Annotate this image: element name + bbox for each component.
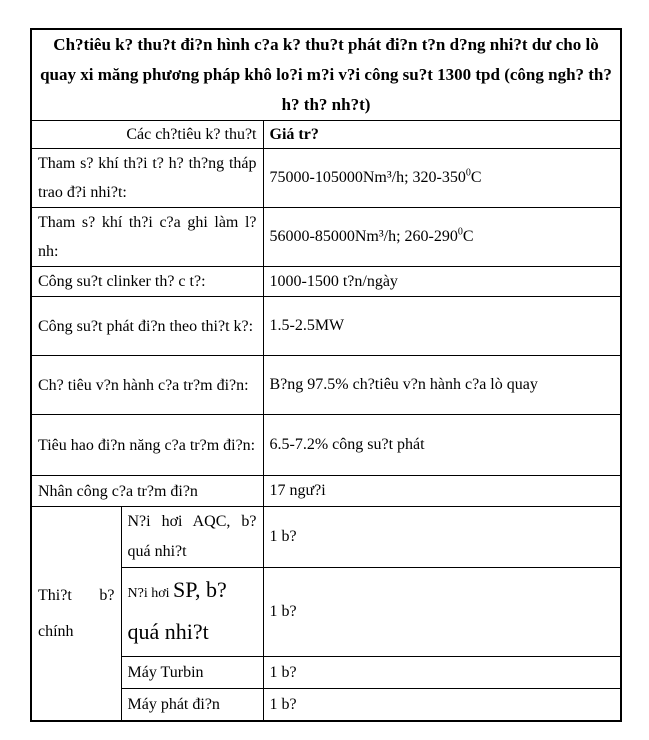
spec-row-power-consumption — [31, 415, 621, 476]
row-label: Tham s? khí th?i c?a ghi làm l?nh: — [31, 208, 263, 267]
equipment-row-aqc-boiler — [31, 507, 621, 568]
equipment-item-value: 1 b? — [263, 657, 621, 689]
equipment-item-name: N?i hơi AQC, b? quá nhi?t — [121, 507, 263, 568]
criteria-column-header: Các ch?tiêu k? thu?t — [31, 121, 263, 149]
value-unit: C — [470, 169, 482, 186]
spec-row-operation-index — [31, 356, 621, 415]
value-unit: C — [462, 228, 474, 245]
row-value — [263, 149, 621, 208]
row-value: 17 ngư?i — [263, 476, 621, 507]
spec-row-exhaust-tower — [31, 149, 621, 208]
table-title: Ch?tiêu k? thu?t đi?n hình c?a k? thu?t phát đi?n t?n d?ng nhi?t dư cho lò quay xi măng phương pháp khô lo?i m?i v?i công su?t 1300 tpd (công ngh? th? h? th? nh?t) — [31, 29, 621, 121]
row-label: Công su?t phát đi?n theo thi?t k?: — [31, 297, 263, 356]
row-label: Tiêu hao đi?n năng c?a tr?m đi?n: — [31, 415, 263, 476]
row-label: Công su?t clinker th? c t?: — [31, 267, 263, 297]
row-value: B?ng 97.5% ch?tiêu v?n hành c?a lò quay — [263, 356, 621, 415]
spec-row-clinker-capacity — [31, 267, 621, 297]
spec-row-cooler-exhaust — [31, 208, 621, 267]
equipment-item-name — [121, 568, 263, 657]
value-column-header: Giá tr? — [263, 121, 621, 149]
spec-row-staff — [31, 476, 621, 507]
value-superscript: 0 — [465, 167, 471, 179]
equipment-item-name-large: SP, b? quá nhi?t — [127, 576, 227, 644]
equipment-group-label: Thi?t b? chính — [31, 507, 121, 722]
value-text: 75000-105000Nm³/h; 320-350 — [269, 169, 466, 186]
equipment-item-value: 1 b? — [263, 568, 621, 657]
spec-table — [30, 28, 622, 722]
equipment-item-value: 1 b? — [263, 689, 621, 722]
equipment-item-name: Máy Turbin — [121, 657, 263, 689]
row-label: Nhân công c?a tr?m đi?n — [31, 476, 263, 507]
equipment-item-name: Máy phát đi?n — [121, 689, 263, 722]
row-value — [263, 208, 621, 267]
spec-row-design-power — [31, 297, 621, 356]
row-label: Ch? tiêu v?n hành c?a tr?m đi?n: — [31, 356, 263, 415]
row-value: 1.5-2.5MW — [263, 297, 621, 356]
equipment-item-value: 1 b? — [263, 507, 621, 568]
row-value: 6.5-7.2% công su?t phát — [263, 415, 621, 476]
value-superscript: 0 — [457, 226, 463, 238]
row-label: Tham s? khí th?i t? h? th?ng tháp trao đ?i nhi?t: — [31, 149, 263, 208]
title-row — [31, 29, 621, 121]
column-header-row — [31, 121, 621, 149]
value-text: 56000-85000Nm³/h; 260-290 — [269, 228, 458, 245]
row-value: 1000-1500 t?n/ngày — [263, 267, 621, 297]
equipment-item-name-small: N?i hơi — [127, 585, 174, 601]
